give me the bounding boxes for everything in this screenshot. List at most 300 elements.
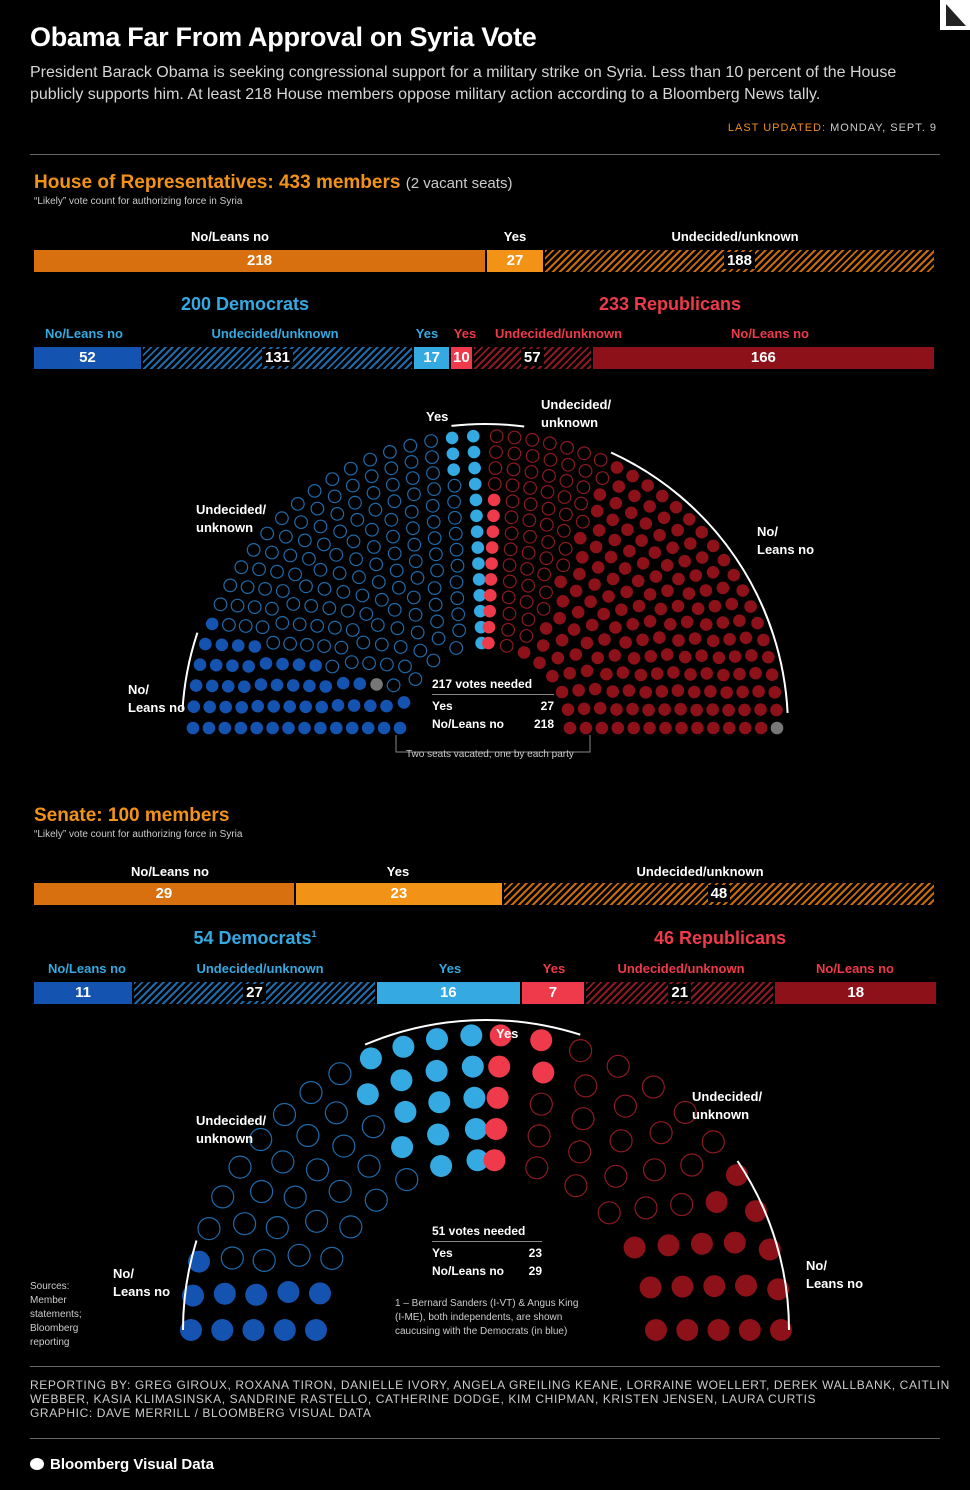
house-dem-undecided-seat (453, 624, 466, 637)
house-rep-no-seat (707, 540, 720, 553)
senate-rep-undecided-bar-value: 21 (668, 984, 691, 1001)
house-dem-undecided-seat (295, 516, 308, 529)
house-rep-undecided-seat (520, 630, 533, 643)
house-dem-undecided-seat (369, 503, 382, 516)
house-vacant-seat (370, 678, 383, 691)
house-rep-no-seat (626, 703, 639, 716)
house-dem-undecided-seat (223, 619, 236, 632)
senate-dem-undecided-seat (362, 1116, 384, 1138)
house-rep-no-seat (597, 608, 610, 621)
house-dem-undecided-seat (450, 543, 463, 556)
house-dem-yes-seat (446, 432, 459, 445)
sources: Sources: Member statements; Bloomberg reporting (30, 1281, 82, 1348)
house-dem-undecided-seat (235, 561, 248, 574)
house-rep-undecided-seat (562, 459, 575, 472)
house-rep-no-seat (556, 634, 569, 647)
senate-dem-no-seat (211, 1319, 233, 1341)
house-rep-no-seat (707, 635, 720, 648)
house-rep-no-seat (755, 722, 768, 735)
house-rep-no-seat (757, 634, 770, 647)
senate-rep-undecided-seat (635, 1197, 657, 1219)
house-rep-no-seat (590, 541, 603, 554)
house-rep-undecided-seat (538, 568, 551, 581)
house-rep-no-seat (626, 618, 639, 631)
senate-rep-title: 46 Republicans (653, 928, 787, 948)
house-rep-no-seat (666, 542, 679, 555)
house-rep-no-seat (690, 704, 703, 717)
senate-dem-no-seat (274, 1319, 296, 1341)
house-arc-label-rep-undecided: Undecided/ unknown (541, 397, 612, 430)
house-dem-no-seat (266, 722, 279, 735)
house-rep-no-seat (556, 686, 569, 699)
house-rep-no-seat (639, 686, 652, 699)
house-dem-undecided-seat (372, 619, 385, 632)
house-rep-no-seat (591, 652, 604, 665)
house-rep-no-seat (540, 622, 553, 635)
senate-dem-no-seat (245, 1284, 267, 1306)
house-dem-undecided-seat (345, 656, 358, 669)
senate-arc-label-rep-undecided: Undecided/ unknown (692, 1089, 763, 1122)
house-rep-no-seat (594, 488, 607, 501)
house-dem-undecided-bar (143, 347, 412, 369)
house-dem-undecided-seat (329, 621, 342, 634)
house-dem-undecided-seat (326, 660, 339, 673)
house-rep-no-seat (661, 559, 674, 572)
house-rep-no-seat (713, 652, 726, 665)
house-rep-no-seat (611, 461, 624, 474)
house-rep-no-seat (707, 566, 720, 579)
house-dem-yes-bar-value: 17 (423, 349, 440, 366)
senate-dem-label-undecided: Undecided/unknown (196, 961, 324, 976)
house-dem-yes-seat (468, 446, 481, 459)
house-dem-undecided-seat (350, 553, 363, 566)
house-rep-no-seat (649, 546, 662, 559)
senate-rep-undecided-seat (575, 1075, 597, 1097)
house-rep-no-seat (695, 649, 708, 662)
senate-total-label-yes: Yes (386, 864, 410, 879)
senate-total-no-bar-value: 29 (155, 885, 173, 902)
house-rep-undecided-seat (506, 479, 519, 492)
house-dem-undecided-seat (357, 636, 370, 649)
house-rep-yes-seat (487, 510, 500, 523)
house-dem-undecided-seat (248, 601, 261, 614)
house-dem-undecided-seat (266, 602, 279, 615)
senate-title: Senate: 100 members (34, 805, 230, 826)
house-rep-no-seat (635, 669, 648, 682)
senate-rep-no-seat (658, 1234, 680, 1256)
house-rep-no-seat (626, 470, 639, 483)
house-rep-undecided-seat (542, 536, 555, 549)
house-dem-undecided-seat (409, 609, 422, 622)
house-rep-no-seat (672, 600, 685, 613)
divider (30, 1366, 940, 1367)
house-rep-undecided-seat (578, 447, 591, 460)
house-dem-undecided-seat (432, 632, 445, 645)
house-dem-undecided-seat (253, 563, 266, 576)
house-rep-no-seat (593, 524, 606, 537)
house-dem-undecided-seat (427, 516, 440, 529)
senate-dem-no-seat (243, 1319, 265, 1341)
house-rep-undecided-seat (575, 497, 588, 510)
house-dem-yes-seat (470, 494, 483, 507)
house-dem-no-seat (203, 722, 216, 735)
divider (30, 154, 940, 155)
house-rep-no-seat (736, 686, 749, 699)
house-arc-label-dem-no: No/ Leans no (128, 682, 186, 715)
senate-arc-label-yes: Yes (496, 1026, 519, 1041)
house-rep-no-seat (591, 505, 604, 518)
house-dem-no-seat (210, 659, 223, 672)
house-rep-no-seat (613, 480, 626, 493)
senate-dem-undecided-seat (284, 1186, 306, 1208)
senate-dem-undecided-bar (134, 982, 375, 1004)
house-dem-undecided-seat (409, 673, 422, 686)
house-rep-no-seat (589, 683, 602, 696)
house-rep-no-seat (684, 668, 697, 681)
house-dem-undecided-seat (356, 589, 369, 602)
house-total-label-no: No/Leans no (190, 229, 269, 244)
house-dem-no-seat (354, 677, 367, 690)
senate-dem-yes-bar-value: 16 (439, 984, 457, 1001)
house-dem-undecided-seat (318, 640, 331, 653)
house-rep-undecided-seat (540, 552, 553, 565)
house-rep-no-seat (671, 524, 684, 537)
house-dem-undecided-seat (427, 467, 440, 480)
house-dem-undecided-seat (388, 547, 401, 560)
senate-dem-undecided-seat (251, 1181, 273, 1203)
house-dem-undecided-seat (387, 478, 400, 491)
house-dem-undecided-seat (280, 530, 293, 543)
house-dem-undecided-seat (330, 549, 343, 562)
house-dem-undecided-seat (267, 636, 280, 649)
house-dem-undecided-seat (345, 462, 358, 475)
house-rep-no-seat (570, 648, 583, 661)
house-rep-no-seat (602, 590, 615, 603)
house-dem-undecided-seat (373, 576, 386, 589)
house-dem-no-seat (314, 722, 327, 735)
last-updated: LAST UPDATED: MONDAY, SEPT. 9 (727, 122, 937, 134)
house-dem-undecided-seat (451, 592, 464, 605)
house-rep-undecided-seat (526, 434, 539, 447)
house-rep-undecided-seat (507, 463, 520, 476)
house-total-bar (34, 250, 934, 272)
house-dem-undecided-seat (259, 583, 272, 596)
house-rep-no-seat (537, 639, 550, 652)
house-dem-undecided-seat (448, 496, 461, 509)
house-dem-undecided-seat (301, 639, 314, 652)
senate-total-undecided-bar-value: 48 (708, 885, 731, 902)
house-dem-undecided-seat (347, 535, 360, 548)
house-rep-no-seat (679, 651, 692, 664)
senate-dem-yes-seat (392, 1036, 414, 1058)
senate-rep-no-seat (706, 1191, 728, 1213)
house-dem-undecided-seat (428, 483, 441, 496)
senate-rep-yes-seat (487, 1087, 509, 1109)
house-rep-no-seat (700, 618, 713, 631)
house-dem-yes-seat (473, 573, 486, 586)
house-rep-no-seat (643, 500, 656, 513)
house-dem-undecided-seat (408, 591, 421, 604)
house-rep-no-seat (751, 617, 764, 630)
house-dem-undecided-seat (426, 500, 439, 513)
house-dem-undecided-seat (333, 567, 346, 580)
house-rep-undecided-seat (544, 454, 557, 467)
house-dem-undecided-seat (241, 581, 254, 594)
house-total-undecided-bar (545, 250, 934, 272)
house-rep-no-seat (606, 685, 619, 698)
house-dem-undecided-seat (368, 541, 381, 554)
senate-dem-no-seat (277, 1281, 299, 1303)
house-rep-no-seat (674, 703, 687, 716)
house-dem-undecided-seat (381, 658, 394, 671)
house-dem-undecided-seat (390, 564, 403, 577)
house-rep-no-seat (717, 669, 730, 682)
house-dem-undecided-seat (391, 622, 404, 635)
house-rep-no-seat (754, 703, 767, 716)
house-rep-no-seat (664, 618, 677, 631)
house-dem-undecided-seat (431, 615, 444, 628)
house-arc-label-rep-no: No/ Leans no (757, 524, 815, 557)
senate-rep-no-seat (672, 1276, 694, 1298)
house-dem-undecided-seat (385, 514, 398, 527)
senate-dem-yes-seat (460, 1024, 482, 1046)
house-dem-undecided-seat (410, 555, 423, 568)
house-dem-no-seat (203, 701, 216, 714)
senate-dem-yes-bar (377, 982, 520, 1004)
house-rep-no-seat (557, 595, 570, 608)
house-dem-undecided-seat (335, 641, 348, 654)
house-rep-undecided-seat (503, 559, 516, 572)
house-dem-undecided-seat (334, 525, 347, 538)
brand-logo: Bloomberg Visual Data (30, 1456, 214, 1473)
house-dem-no-seat (271, 679, 284, 692)
house-rep-undecided-seat (506, 495, 519, 508)
house-dem-undecided-seat (299, 534, 312, 547)
house-dem-undecided-seat (351, 514, 364, 527)
senate-dem-undecided-seat (274, 1104, 296, 1126)
house-dem-no-seat (309, 659, 322, 672)
house-dem-undecided-seat (287, 598, 300, 611)
speech-bubble-icon (30, 1458, 44, 1470)
house-party-bar (34, 347, 934, 369)
house-rep-no-seat (749, 667, 762, 680)
senate-total-label-undecided: Undecided/unknown (636, 864, 764, 879)
senate-arc-label-dem-no: No/ Leans no (113, 1266, 171, 1299)
house-rep-no-seat (570, 585, 583, 598)
house-rep-no-seat (745, 649, 758, 662)
house-dem-no-seat (282, 722, 295, 735)
senate-dem-yes-seat (427, 1124, 449, 1146)
house-rep-undecided-seat (594, 454, 607, 467)
house-rep-no-seat (563, 667, 576, 680)
house-dem-title: 200 Democrats (180, 294, 310, 314)
senate-dem-undecided-seat (329, 1180, 351, 1202)
house-total-yes-bar (487, 250, 543, 272)
senate-rep-undecided-seat (644, 1159, 666, 1181)
house-dem-undecided-seat (303, 553, 316, 566)
house-rep-no-seat (738, 704, 751, 717)
house-rep-undecided-seat (561, 442, 574, 455)
house-dem-undecided-seat (347, 479, 360, 492)
house-dem-undecided-seat (323, 602, 336, 615)
house-dem-no-seat (276, 658, 289, 671)
house-rep-no-seat (576, 551, 589, 564)
senate-rep-no-seat (640, 1276, 662, 1298)
house-dem-no-seat (187, 722, 200, 735)
senate-rep-no-seat (703, 1275, 725, 1297)
house-dem-yes-seat (472, 541, 485, 554)
house-rep-undecided-seat (489, 462, 502, 475)
house-rep-undecided-seat (558, 525, 571, 538)
house-dem-no-seat (199, 638, 212, 651)
house-dem-no-seat (299, 701, 312, 714)
house-rep-yes-bar (451, 347, 472, 369)
senate-rep-no-seat (739, 1319, 761, 1341)
senate-arc-label-dem-undecided: Undecided/ unknown (196, 1113, 267, 1146)
house-rep-no-seat (656, 685, 669, 698)
senate-dem-undecided-bar-value: 27 (243, 984, 266, 1001)
house-rep-no-seat (578, 703, 591, 716)
senate-dem-undecided-seat (272, 1151, 294, 1173)
house-dem-undecided-seat (393, 581, 406, 594)
house-rep-no-seat (553, 612, 566, 625)
house-dem-no-seat (337, 677, 350, 690)
senate-dem-yes-seat (391, 1136, 413, 1158)
house-rep-no-seat (704, 685, 717, 698)
house-total-no-bar (34, 250, 485, 272)
senate-dem-yes-seat (463, 1087, 485, 1109)
house-dem-undecided-seat (277, 585, 290, 598)
house-rep-yes-seat (483, 605, 496, 618)
house-rep-no-seat (718, 554, 731, 567)
house-dem-undecided-seat (314, 520, 327, 533)
house-dem-no-bar-value: 52 (79, 349, 96, 366)
house-dem-no-seat (293, 658, 306, 671)
house-rep-no-seat (586, 619, 599, 632)
house-dem-no-seat (235, 701, 248, 714)
house-total-label-yes: Yes (503, 229, 527, 244)
house-rep-yes-seat (488, 494, 501, 507)
house-dem-undecided-seat (387, 679, 400, 692)
house-dem-no-seat (267, 700, 280, 713)
house-rep-no-seat (642, 704, 655, 717)
house-rep-no-seat (572, 606, 585, 619)
house-dem-no-seat (283, 700, 296, 713)
house-rep-no-seat (722, 704, 735, 717)
house-rep-undecided-seat (522, 547, 535, 560)
house-rep-no-seat (636, 634, 649, 647)
house-vacated-note: Two seats vacated; one by each party (406, 749, 574, 760)
senate-total-label-no: No/Leans no (130, 864, 209, 879)
house-arc-label-yes: Yes (426, 409, 449, 424)
senate-rep-yes-seat (530, 1029, 552, 1051)
senate-rep-undecided-seat (607, 1055, 629, 1077)
senate-total-yes-bar-value: 23 (390, 885, 408, 902)
senate-dem-no-seat (305, 1319, 327, 1341)
house-dem-no-seat (362, 722, 375, 735)
house-rep-no-seat (552, 652, 565, 665)
house-rep-no-seat (695, 526, 708, 539)
house-rep-no-seat (696, 551, 709, 564)
house-dem-undecided-seat (271, 565, 284, 578)
house-dem-undecided-seat (450, 527, 463, 540)
house-rep-undecided-seat (489, 478, 502, 491)
house-rep-no-seat (635, 534, 648, 547)
house-rep-undecided-seat (524, 482, 537, 495)
house-rep-undecided-seat (579, 465, 592, 478)
house-rep-label-yes: Yes (453, 326, 477, 341)
house-dem-undecided-seat (276, 512, 289, 525)
house-rep-undecided-seat (504, 543, 517, 556)
house-rep-no-seat (683, 587, 696, 600)
senate-dem-label-no: No/Leans no (47, 961, 126, 976)
senate-dem-no-bar-value: 11 (75, 984, 91, 1001)
house-dem-no-seat (319, 680, 332, 693)
senate-dem-undecided-seat (333, 1135, 355, 1157)
senate-dem-no-seat (214, 1283, 236, 1305)
house-rep-no-seat (675, 722, 688, 735)
house-rep-no-seat (688, 686, 701, 699)
senate-dem-yes-seat (426, 1060, 448, 1082)
house-dem-undecided-seat (331, 508, 344, 521)
senate-dem-yes-seat (426, 1028, 448, 1050)
house-rep-no-seat (627, 722, 640, 735)
house-rep-no-seat (717, 616, 730, 629)
senate-rep-no-seat (708, 1319, 730, 1341)
house-rep-no-seat (661, 648, 674, 661)
house-dem-no-seat (255, 678, 268, 691)
house-rep-no-seat (667, 666, 680, 679)
house-dem-undecided-seat (305, 600, 318, 613)
senate-dem-yes-seat (390, 1069, 412, 1091)
senate-rep-yes-bar (522, 982, 584, 1004)
house-dem-undecided-seat (405, 506, 418, 519)
house-dem-undecided-seat (353, 571, 366, 584)
house-dem-no-seat (226, 659, 239, 672)
house-dem-yes-seat (468, 462, 481, 475)
house-dem-undecided-seat (292, 498, 305, 511)
house-dem-no-seat (206, 618, 219, 631)
house-rep-no-seat (596, 722, 609, 735)
house-dem-no-bar (34, 347, 141, 369)
house-rep-no-seat (623, 684, 636, 697)
house-rep-undecided-seat (577, 515, 590, 528)
house-dem-undecided-seat (449, 512, 462, 525)
house-dem-undecided-seat (314, 564, 327, 577)
house-dem-undecided-seat (406, 472, 419, 485)
house-dem-no-seat (219, 701, 232, 714)
house-rep-undecided-seat (521, 563, 534, 576)
house-dem-no-seat (348, 699, 361, 712)
house-arc-label-dem-undecided: Undecided/ unknown (196, 502, 267, 535)
senate-dem-yes-seat (357, 1083, 379, 1105)
house-rep-no-seat (728, 569, 741, 582)
house-tally: 217 votes needed Yes 27 No/Leans no 218 (432, 677, 554, 731)
house-rep-undecided-seat (541, 486, 554, 499)
house-rep-no-seat (691, 722, 704, 735)
house-dem-yes-seat (470, 510, 483, 523)
house-rep-undecided-seat (542, 502, 555, 515)
house-rep-no-seat (588, 578, 601, 591)
senate-rep-undecided-seat (526, 1157, 548, 1179)
senate-rep-yes-seat (484, 1149, 506, 1171)
house-rep-no-seat (621, 523, 634, 536)
senate-rep-undecided-seat (614, 1095, 636, 1117)
senate-dem-undecided-seat (234, 1213, 256, 1235)
house-rep-no-seat (609, 649, 622, 662)
house-rep-no-seat (651, 667, 664, 680)
senate-rep-undecided-seat (681, 1154, 703, 1176)
